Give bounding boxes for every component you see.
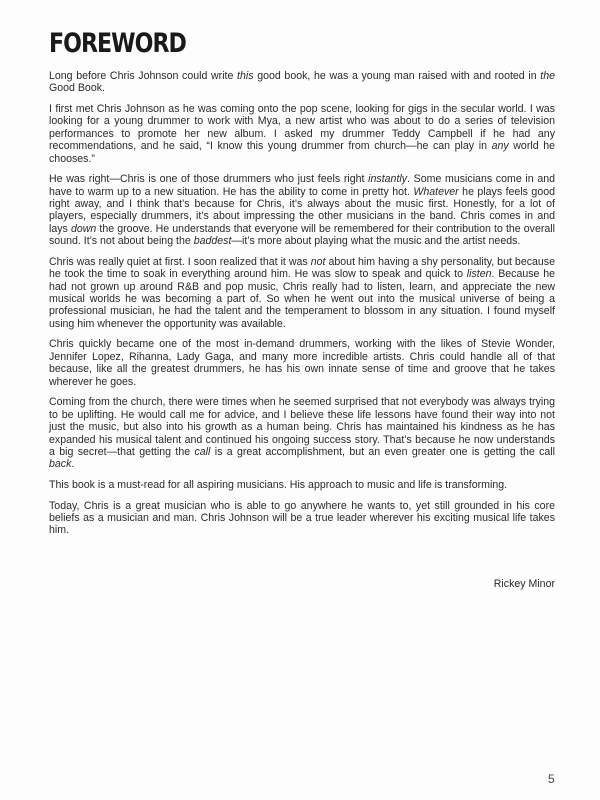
emphasis: instantly: [368, 173, 408, 186]
paragraph-3: He was right—Chris is one of those drummers who just feels right instantly. Some musicians come in and have to warm up to a new situation. He has the ability to come in pretty hot. Whatever he plays feels good right away, and I think that’s because for Chris, it’s always about the music first. Honestly, for a lot of players, especially drummers, it’s about impressing the other musicians in the band. Chris comes in and lays down the groove. He understands that everyone will be remembered for their contribution to the overall sound. It’s not about being the baddest—it’s more about playing what the music and the artist needs.: [49, 173, 556, 248]
emphasis: not: [310, 255, 326, 268]
emphasis: down: [70, 222, 97, 235]
paragraph-2: I first met Chris Johnson as he was coming onto the pop scene, looking for gigs in the secular world. I was looking for a young drummer to work with Mya, a new artist who was about to do a series of television performances to promote her new album. I asked my drummer Teddy Campbell if he had any recommendations, and he said, “I know this young drummer from church—he can play in any world he chooses.”: [49, 103, 555, 165]
emphasis: this: [237, 70, 254, 82]
paragraph-5: Chris quickly became one of the most in-demand drummers, working with the likes of Stevie Wonder, Jennifer Lopez, Rihanna, Lady Gaga, and many more incredible artists. Chris could handle all of that because, like all the greatest drummers, he has his own innate sense of time and groove that he takes wherever he goes.: [49, 338, 555, 388]
paragraph-4: Chris was really quiet at first. I soon realized that it was not about him having a shy personality, but because he took the time to soak in everything around him. He was slow to speak and quick to listen. Because he had not grown up around R&B and pop music, Chris really had to listen, learn, and appreciate the new musical worlds he was becoming a part of. So when he went out into the musical universe of being a professional musician, he had the talent and the temperament to blossom in any situation. I found myself using him whenever the opportunity was available.: [49, 255, 556, 330]
emphasis: the: [540, 70, 555, 82]
emphasis: Whatever: [413, 185, 459, 198]
emphasis: call: [194, 445, 211, 458]
page-number: 5: [548, 772, 555, 786]
body-text: [49, 70, 555, 537]
paragraph-6: Coming from the church, there were times when he seemed surprised that not everybody was always trying to be uplifting. He would call me for advice, and I believe these life lessons have found their way into not just the music, but also into his growth as a human being. Chris has maintained his kindness as he has expanded his musical talent and continued his ongoing success story. That’s because he now understands a big secret—that getting the call is a great accomplishment, but an even greater one is getting the call back.: [49, 396, 555, 471]
paragraph-1: Long before Chris Johnson could write this good book, he was a young man raised with and rooted in the Good Book.: [49, 70, 555, 95]
emphasis: listen: [466, 268, 492, 281]
emphasis: baddest: [193, 235, 232, 248]
author-signature: Rickey Minor: [493, 577, 555, 590]
paragraph-8: Today, Chris is a great musician who is able to go anywhere he wants to, yet still grounded in his core beliefs as a musician and man. Chris Johnson will be a true leader wherever his exciting musical life takes him.: [49, 499, 555, 537]
page-title: FOREWORD: [49, 28, 186, 59]
emphasis: back: [49, 458, 72, 471]
foreword-page: [49, 28, 555, 590]
paragraph-7: This book is a must-read for all aspiring musicians. His approach to music and life is transforming.: [49, 478, 508, 491]
emphasis: any: [491, 140, 509, 153]
